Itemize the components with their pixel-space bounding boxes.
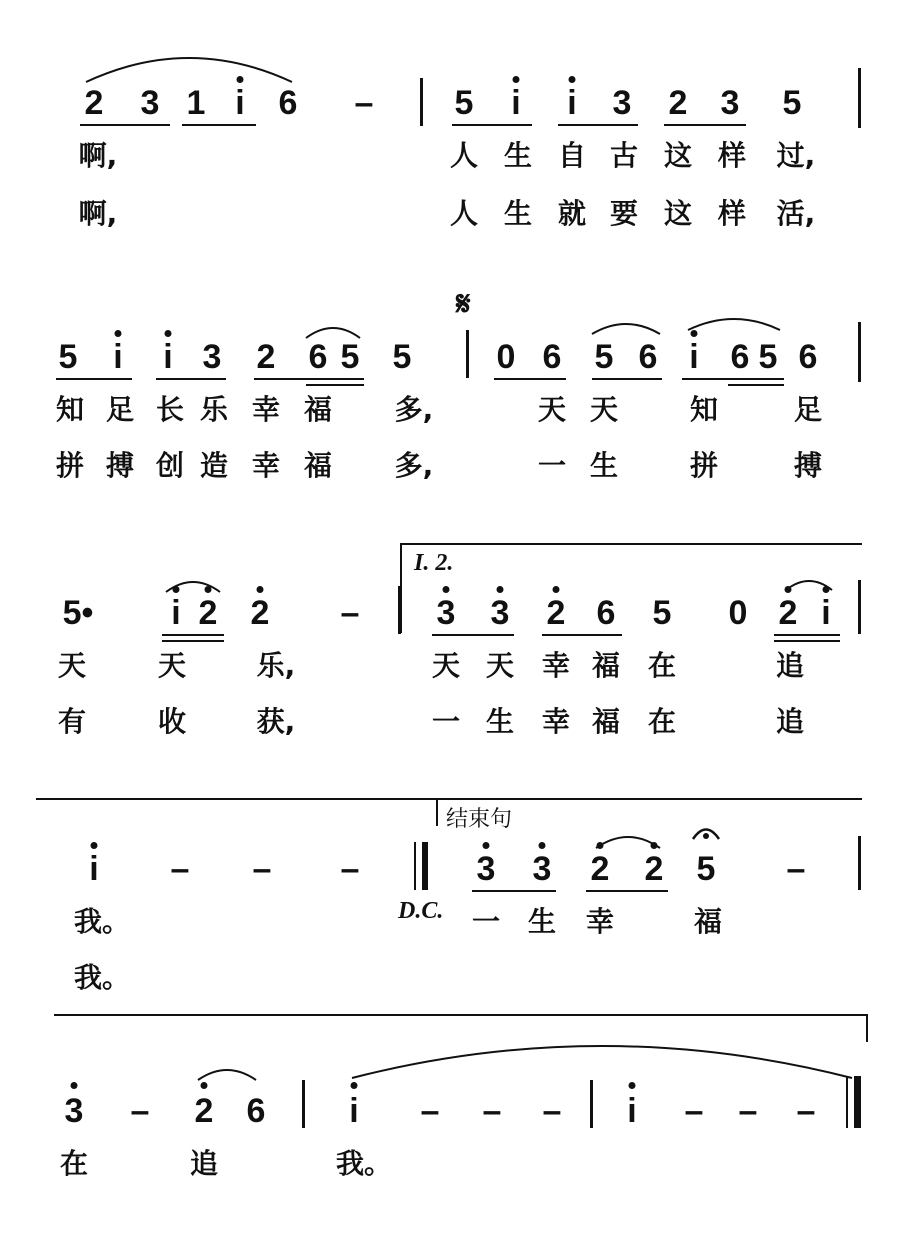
lyric: 生: [527, 905, 557, 938]
note: 3: [140, 84, 160, 122]
lyric: 样: [717, 197, 747, 230]
lyric: 一: [431, 705, 461, 738]
beam-line: [592, 378, 662, 380]
note: i: [163, 338, 173, 376]
beam-line: [182, 124, 256, 126]
octave-dot: [257, 586, 264, 593]
lyric: 人: [449, 197, 479, 230]
lyric: 天: [485, 649, 515, 682]
octave-dot: [91, 842, 98, 849]
lyric: 我。: [73, 961, 131, 994]
octave-dot: [237, 76, 244, 83]
lyric: 造: [199, 449, 229, 482]
lyric: 就: [557, 197, 587, 230]
note: 5: [58, 338, 78, 376]
system-rule: [54, 1014, 868, 1016]
lyric: 在: [647, 705, 677, 738]
lyric: 样: [717, 139, 747, 172]
lyric: 福: [303, 393, 333, 426]
octave-dot: [201, 1082, 208, 1089]
note: 3: [436, 594, 456, 632]
note: 1: [186, 84, 206, 122]
note: 6: [730, 338, 750, 376]
dash-note: –: [340, 850, 360, 888]
note: 6: [638, 338, 658, 376]
lyric: 有: [57, 705, 87, 738]
note: i: [627, 1092, 637, 1130]
lyric: 天: [157, 649, 187, 682]
barline: [858, 322, 861, 382]
lyric: 天: [537, 393, 567, 426]
lyric: 生: [503, 139, 533, 172]
slur-arc: [306, 328, 360, 338]
octave-dot: [205, 586, 212, 593]
beam-line: [774, 640, 840, 642]
beam-line: [472, 890, 556, 892]
lyric: 幸: [541, 705, 571, 738]
lyric: 幸: [251, 449, 281, 482]
dash-note: –: [170, 850, 190, 888]
note: 3: [64, 1092, 84, 1130]
beam-line: [306, 384, 364, 386]
dash-note: –: [420, 1092, 440, 1130]
slur-arc: [592, 324, 660, 334]
note: 6: [798, 338, 818, 376]
dash-note: –: [252, 850, 272, 888]
lyric: 在: [647, 649, 677, 682]
dash-note: –: [684, 1092, 704, 1130]
lyric: 天: [431, 649, 461, 682]
lyric: 追: [775, 705, 805, 738]
note: 2: [644, 850, 664, 888]
slur-arc: [688, 319, 780, 330]
note: i: [171, 594, 181, 632]
octave-dot: [539, 842, 546, 849]
slur-arc: [198, 1070, 256, 1080]
octave-dot: [553, 586, 560, 593]
barline: [590, 1080, 593, 1128]
lyric: 福: [693, 905, 723, 938]
note: 5: [696, 850, 716, 888]
dash-note: –: [354, 84, 374, 122]
note: i: [689, 338, 699, 376]
lyric: 幸: [585, 905, 615, 938]
lyric: 福: [591, 649, 621, 682]
note: 2: [778, 594, 798, 632]
barline: [858, 68, 861, 128]
note: 3: [612, 84, 632, 122]
beam-line: [432, 634, 514, 636]
beam-line: [80, 124, 170, 126]
lyric: 搏: [793, 449, 823, 482]
note: 5: [782, 84, 802, 122]
lyric: 一: [471, 905, 501, 938]
note: 5: [392, 338, 412, 376]
final-barline: [854, 1076, 861, 1128]
note: 3: [720, 84, 740, 122]
lyric: 我。: [73, 905, 131, 938]
note: 2: [198, 594, 218, 632]
lyric: 生: [589, 449, 619, 482]
lyric: 幸: [541, 649, 571, 682]
note: 5•: [62, 594, 94, 632]
lyric: 古: [609, 139, 639, 172]
octave-dot: [483, 842, 490, 849]
lyric: 生: [503, 197, 533, 230]
lyric: 这: [663, 197, 693, 230]
lyric: 创: [155, 449, 185, 482]
note: 0: [496, 338, 516, 376]
lyric: 活,: [776, 197, 816, 230]
ending-bracket-right: [866, 1014, 868, 1042]
dash-note: –: [542, 1092, 562, 1130]
note: 6: [246, 1092, 266, 1130]
lyric: 在: [59, 1147, 89, 1180]
beam-line: [254, 378, 364, 380]
barline-thick: [422, 842, 428, 890]
note: 5: [594, 338, 614, 376]
beam-line: [682, 378, 784, 380]
barline: [302, 1080, 305, 1128]
note: i: [235, 84, 245, 122]
lyric: 足: [105, 393, 135, 426]
note: 5: [652, 594, 672, 632]
lyric: 多,: [394, 393, 434, 426]
lyric: 乐,: [256, 649, 296, 682]
slur-arc: [352, 1046, 852, 1078]
octave-dot: [71, 1082, 78, 1089]
note: 0: [728, 594, 748, 632]
octave-dot: [569, 76, 576, 83]
lyric: 知: [689, 393, 719, 426]
note: 6: [596, 594, 616, 632]
octave-dot: [165, 330, 172, 337]
lyric: 拼: [55, 449, 85, 482]
beam-line: [452, 124, 532, 126]
octave-dot: [691, 330, 698, 337]
dash-note: –: [786, 850, 806, 888]
octave-dot: [513, 76, 520, 83]
dash-note: –: [796, 1092, 816, 1130]
note: 2: [84, 84, 104, 122]
barline: [398, 586, 401, 634]
lyric: 足: [793, 393, 823, 426]
lyric: 自: [557, 139, 587, 172]
note: 2: [256, 338, 276, 376]
lyric: 要: [609, 197, 639, 230]
barline: [466, 330, 469, 378]
note: 2: [250, 594, 270, 632]
note: i: [511, 84, 521, 122]
lyric: 福: [591, 705, 621, 738]
octave-dot: [823, 586, 830, 593]
note: i: [113, 338, 123, 376]
note: 2: [194, 1092, 214, 1130]
octave-dot: [115, 330, 122, 337]
lyric: 幸: [251, 393, 281, 426]
note: 6: [278, 84, 298, 122]
note: 5: [340, 338, 360, 376]
note: 3: [476, 850, 496, 888]
lyric: 收: [157, 705, 187, 738]
dash-note: –: [340, 594, 360, 632]
beam-line: [156, 378, 226, 380]
ending-bracket-left: [436, 798, 438, 826]
dash-note: –: [130, 1092, 150, 1130]
note: 2: [546, 594, 566, 632]
note: 5: [454, 84, 474, 122]
lyric: 知: [55, 393, 85, 426]
beam-line: [162, 634, 224, 636]
lyric: 追: [775, 649, 805, 682]
octave-dot: [351, 1082, 358, 1089]
note: 2: [590, 850, 610, 888]
lyric: 啊,: [78, 139, 118, 172]
barline: [846, 1076, 848, 1128]
lyric: 我。: [335, 1147, 393, 1180]
lyric: 过,: [776, 139, 816, 172]
lyric: 人: [449, 139, 479, 172]
note: i: [349, 1092, 359, 1130]
beam-line: [56, 378, 132, 380]
note: 6: [308, 338, 328, 376]
lyric: 福: [303, 449, 333, 482]
octave-dot: [443, 586, 450, 593]
lyric: 天: [57, 649, 87, 682]
lyric: 长: [155, 393, 185, 426]
barline: [420, 78, 423, 126]
octave-dot: [173, 586, 180, 593]
lyric: 天: [589, 393, 619, 426]
volta-label: I. 2.: [414, 550, 454, 576]
lyric: 拼: [689, 449, 719, 482]
segno-sign: 𝄋: [456, 286, 471, 323]
lyric: 乐: [199, 393, 229, 426]
lyric: 生: [485, 705, 515, 738]
note: 3: [202, 338, 222, 376]
system-rule: [36, 798, 862, 800]
lyric: 这: [663, 139, 693, 172]
barline: [858, 580, 861, 634]
note: 5: [758, 338, 778, 376]
beam-line: [664, 124, 746, 126]
barline: [858, 836, 861, 890]
lyric: 获,: [256, 705, 296, 738]
note: i: [89, 850, 99, 888]
da-capo-marking: D.C.: [398, 898, 444, 924]
octave-dot: [497, 586, 504, 593]
fermata-icon: [690, 822, 722, 842]
octave-dot: [651, 842, 658, 849]
dash-note: –: [738, 1092, 758, 1130]
beam-line: [774, 634, 840, 636]
note: 2: [668, 84, 688, 122]
lyric: 多,: [394, 449, 434, 482]
beam-line: [728, 384, 784, 386]
slur-arc: [86, 58, 292, 82]
beam-line: [494, 378, 566, 380]
volta-bracket: [400, 543, 862, 545]
beam-line: [558, 124, 638, 126]
dash-note: –: [482, 1092, 502, 1130]
beam-line: [162, 640, 224, 642]
note: 6: [542, 338, 562, 376]
beam-line: [586, 890, 668, 892]
note: 3: [490, 594, 510, 632]
lyric: 搏: [105, 449, 135, 482]
note: i: [567, 84, 577, 122]
note: 3: [532, 850, 552, 888]
ending-label: 结束句: [446, 807, 513, 832]
note: i: [821, 594, 831, 632]
octave-dot: [629, 1082, 636, 1089]
lyric: 啊,: [78, 197, 118, 230]
lyric: 一: [537, 449, 567, 482]
barline: [414, 842, 416, 890]
beam-line: [542, 634, 622, 636]
octave-dot: [597, 842, 604, 849]
lyric: 追: [189, 1147, 219, 1180]
octave-dot: [785, 586, 792, 593]
